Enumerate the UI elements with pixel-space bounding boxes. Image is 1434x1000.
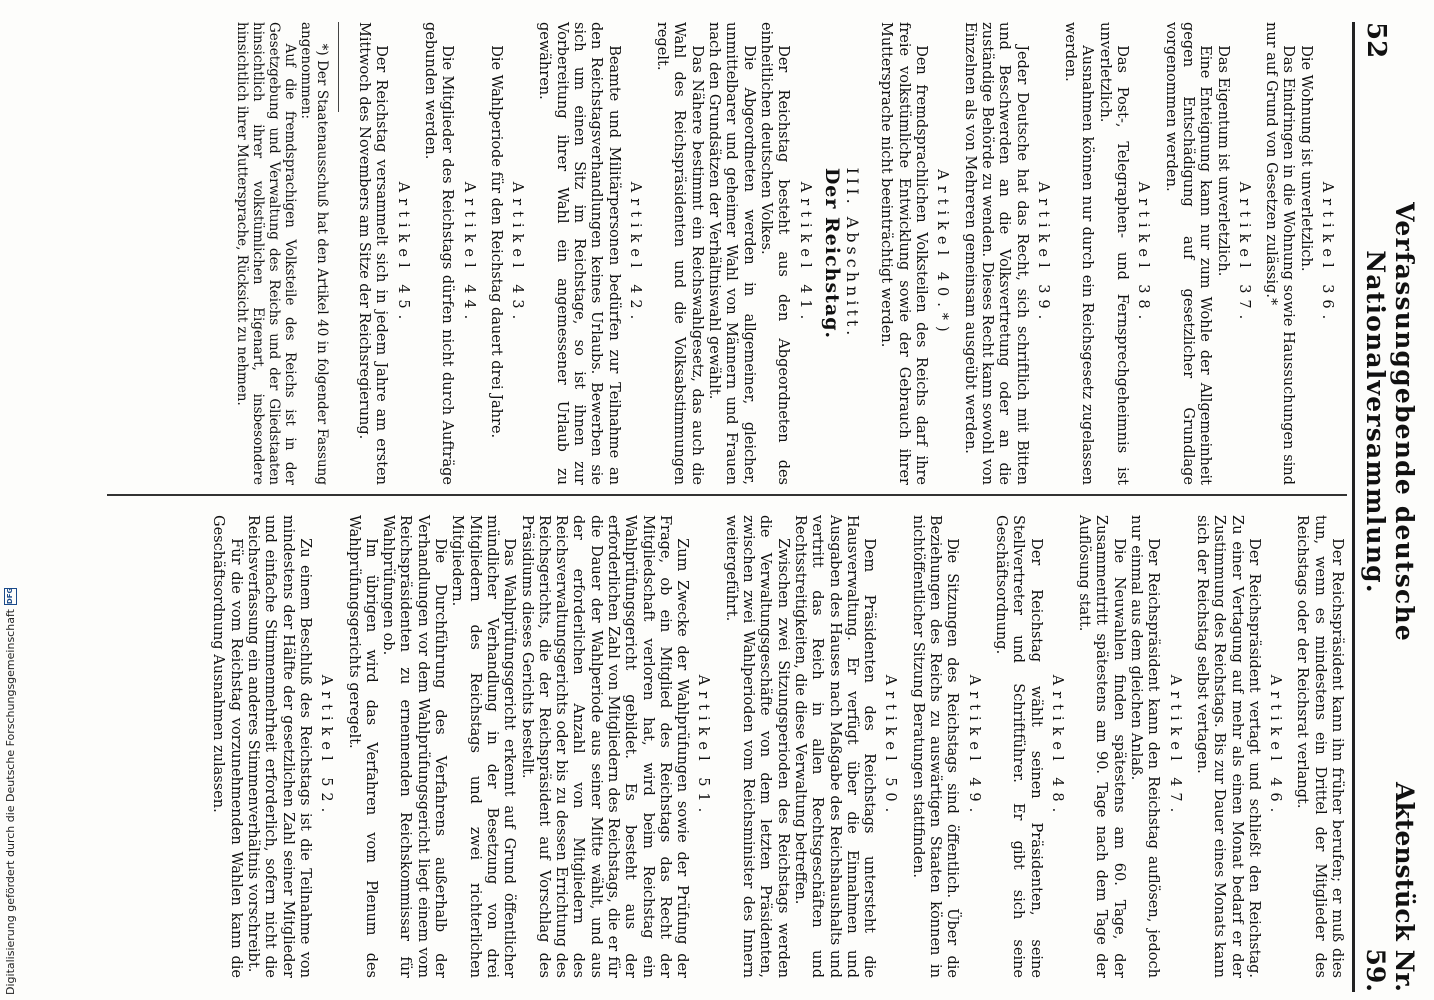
article-heading: Artikel 41. bbox=[796, 181, 813, 326]
running-title: Verfassunggebende deutsche Nationalversammlung. bbox=[1361, 202, 1419, 642]
article-heading: Artikel 38. bbox=[1135, 181, 1152, 326]
section-title: Der Reichstag. bbox=[820, 167, 843, 340]
article-heading: Artikel 50. bbox=[882, 674, 899, 819]
paragraph: Der Reichstag versammelt sich in jedem Jahre am ersten Mittwoch des Novembers am Sitze der Reichsregierung. bbox=[356, 22, 390, 485]
paragraph: Im übrigen wird das Verfahren vom Plenum des Wahlprüfungsgerichts geregelt. bbox=[345, 515, 379, 978]
paragraph: Der Reichstag besteht aus den Abgeordneten des einheitlichen deutschen Volkes. bbox=[757, 22, 792, 485]
article-heading: Artikel 51. bbox=[695, 674, 712, 819]
article-heading: Artikel 44. bbox=[460, 181, 477, 326]
column-divider bbox=[107, 494, 1347, 496]
header-rule bbox=[1352, 22, 1355, 992]
article-heading: Artikel 39. bbox=[1034, 181, 1051, 326]
page-header bbox=[1361, 22, 1419, 992]
digitization-credit bbox=[4, 588, 17, 995]
article-heading: Artikel 42. bbox=[626, 181, 643, 326]
paragraph: Der Reichspräsident vertagt und schließt den Reichstag. Zu einer Vertagung auf mehr als einen Monat bedarf er der Zustimmung des Reichstags. Bis zur Dauer eines Monats kann sich der Reichstag selbst vertagen. bbox=[1193, 515, 1262, 978]
paragraph: Ausnahmen können nur durch ein Reichsgesetz zugelassen werden. bbox=[1062, 22, 1096, 485]
article-heading: Artikel 52. bbox=[318, 674, 335, 819]
article-heading: Artikel 45. bbox=[394, 181, 411, 326]
paragraph: Das Eindringen in die Wohnung sowie Haussuchungen sind nur auf Grund von Gesetzen zulässig.* bbox=[1263, 22, 1297, 485]
article-heading: Artikel 48. bbox=[1048, 674, 1065, 819]
paragraph: Die Mitglieder des Reichstags dürfen nicht durch Aufträge gebunden werden. bbox=[421, 22, 456, 485]
paragraph: Das Nähere bestimmt ein Reichswahlgesetz, das auch die Wahl des Reichspräsidenten und die Volksabstimmungen regelt. bbox=[654, 22, 705, 485]
paragraph: Der Reichspräsident kann ihn früher berufen; er muß dies tun, wenn es mindestens ein Drittel der Mitglieder des Reichstags oder der Reichsrat verlangt. bbox=[1294, 515, 1345, 978]
article-heading: Artikel 47. bbox=[1166, 674, 1183, 819]
paragraph: Die Abgeordneten werden in allgemeiner, gleicher, unmittelbarer und geheimer Wahl von Männern und Frauen nach den Grundsätzen der Verhältniswahl gewählt. bbox=[706, 22, 757, 485]
right-column bbox=[209, 515, 1345, 978]
article-heading: Artikel 36. bbox=[1319, 181, 1335, 326]
paragraph: Eine Enteignung kann nur zum Wohle der Allgemeinheit gegen Entschädigung auf gesetzlicher Grundlage vorgenommen werden. bbox=[1162, 22, 1214, 485]
article-heading: Artikel 37. bbox=[1235, 181, 1252, 326]
left-column bbox=[234, 22, 1345, 485]
paragraph: Das Post-, Telegraphen- und Fernsprechgeheimnis ist unverletzlich. bbox=[1096, 22, 1131, 485]
credit-text: Digitalisierung gefördert durch die Deutsche Forschungsgemeinschaft bbox=[4, 609, 17, 995]
paragraph: Der Reichspräsident kann den Reichstag auflösen, jedoch nur einmal aus dem gleichen Anlaß. bbox=[1128, 515, 1162, 978]
paragraph: Zu einem Beschluß des Reichstags ist die Teilnahme von mindestens der Hälfte der gesetzlichen Zahl seiner Mitglieder und einfache Stimmenmehrheit erforderlich, sofern nicht die Reichsverfassung ein anderes Stimmenverhältnis vorschreibt. bbox=[245, 515, 313, 978]
paragraph: Für die vom Reichstag vorzunehmenden Wahlen kann die Geschäftsordnung Ausnahmen zulassen. bbox=[210, 515, 244, 978]
article-heading: Artikel 40.*) bbox=[934, 169, 951, 338]
paragraph: Der Reichstag wählt seinen Präsidenten, seine Stellvertreter und Schriftführer. Er gibt sich seine Geschäftsordnung. bbox=[992, 515, 1044, 978]
paragraph: Die Wohnung ist unverletzlich. bbox=[1297, 45, 1314, 272]
paragraph: Die Durchführung des Verfahrens außerhalb der Verhandlungen vor dem Wahlprüfungsgericht liegt einem vom Reichspräsidenten zu ernennenden Reichskommissar für Wahlprüfungen ob. bbox=[380, 515, 449, 978]
paragraph: Dem Präsidenten des Reichstags untersteht die Hausverwaltung. Er verfügt über die Einnahmen und Ausgaben des Hauses nach Maßgabe des Reichshaushalts und vertritt das Reich in allen Rechtsgeschäften und Rechtsstreitigkeiten, die diese Verwaltung betreffen. bbox=[791, 515, 878, 978]
article-heading: Artikel 43. bbox=[509, 181, 526, 326]
paragraph: Den fremdsprachlichen Volksteilen des Reichs darf ihre freie volkstümliche Entwicklung sowie der Gebrauch ihrer Muttersprache nicht beeinträchtigt werden. bbox=[878, 22, 930, 485]
dfg-logo-icon: DFG bbox=[4, 588, 17, 605]
article-heading: Artikel 46. bbox=[1267, 674, 1284, 819]
paragraph: Die Sitzungen des Reichstags sind öffentlich. Über die Beziehungen des Reichs zu auswärtigen Staaten können in nichtöffentlicher Sitzung Beratungen stattfinden. bbox=[909, 515, 961, 978]
rotated-page-content bbox=[105, 22, 1419, 992]
paragraph: Die Wahlperiode für den Reichstag dauert drei Jahre. bbox=[487, 45, 504, 439]
paragraph: Die Neuwahlen finden spätestens am 60. Tage, der Zusammentritt spätestens am 90. Tage nach dem Tage der Auflösung statt. bbox=[1076, 515, 1127, 978]
paragraph: Zwischen zwei Sitzungsperioden des Reichstags werden die Verwaltungsgeschäfte von dem letzten Präsidenten, zwischen zwei Wahlperioden vom Reichsminister des Innern weitergeführt. bbox=[722, 515, 791, 978]
article-heading: Artikel 49. bbox=[965, 674, 982, 819]
footnote-rule bbox=[338, 22, 339, 112]
document-reference: Aktenstück Nr. 59. bbox=[1361, 782, 1419, 992]
paragraph: Beamte und Militärpersonen bedürfen zur Teilnahme an den Reichstagsverhandlungen keines Urlaubs. Bewerben sie sich um einen Sitz im Reichstage, so ist ihnen zur Vorbereitung ihrer Wahl ein angemessener Urlaub zu gewähren. bbox=[536, 22, 622, 485]
paragraph: Jeder Deutsche hat das Recht, sich schriftlich mit Bitten und Beschwerden an die Volksvertretung oder an die zuständige Behörde zu wenden. Dieses Recht kann sowohl von Einzelnen als von Mehreren gemeinsam ausgeübt werden. bbox=[961, 22, 1030, 485]
footnote: Auf die fremdsprachigen Volksteile des Reichs ist in der Gesetzgebung und Verwaltung des Reichs und der Gliedstaaten hinsichtlich ihrer volkstümlichen Eigenart, insbesondere hinsichtlich ihrer Muttersprache, Rücksicht zu nehmen. bbox=[233, 22, 298, 485]
section-heading: III. Abschnitt. bbox=[843, 167, 863, 340]
page-number: 52 bbox=[1361, 22, 1391, 59]
paragraph: Das Wahlprüfungsgericht erkennt auf Grund öffentlicher mündlicher Verhandlung in der Besetzung von drei Mitgliedern des Reichstags und zwei richterlichen Mitgliedern. bbox=[449, 515, 518, 978]
footnote: *) Der Staatenausschuß hat den Artikel 40 in folgender Fassung angenommen: bbox=[297, 22, 330, 485]
paragraph: Zum Zwecke der Wahlprüfungen sowie der Prüfung der Frage, ob ein Mitglied des Reichstags das Recht der Mitgliedschaft verloren hat, wird beim Reichstag ein Wahlprüfungsgericht gebildet. Es besteht aus der erforderlichen Zahl von Mitgliedern des Reichstags, die er für die Dauer der Wahlperiode aus seiner Mitte wählt, und aus der erforderlichen Anzahl von Mitgliedern des Reichsverwaltungsgerichts oder bis zu dessen Errichtung des Reichsgerichts, die der Reichspräsident auf Vorschlag des Präsidiums dieses Gerichts bestellt. bbox=[518, 515, 691, 978]
paragraph: Das Eigentum ist unverletzlich. bbox=[1214, 45, 1231, 277]
